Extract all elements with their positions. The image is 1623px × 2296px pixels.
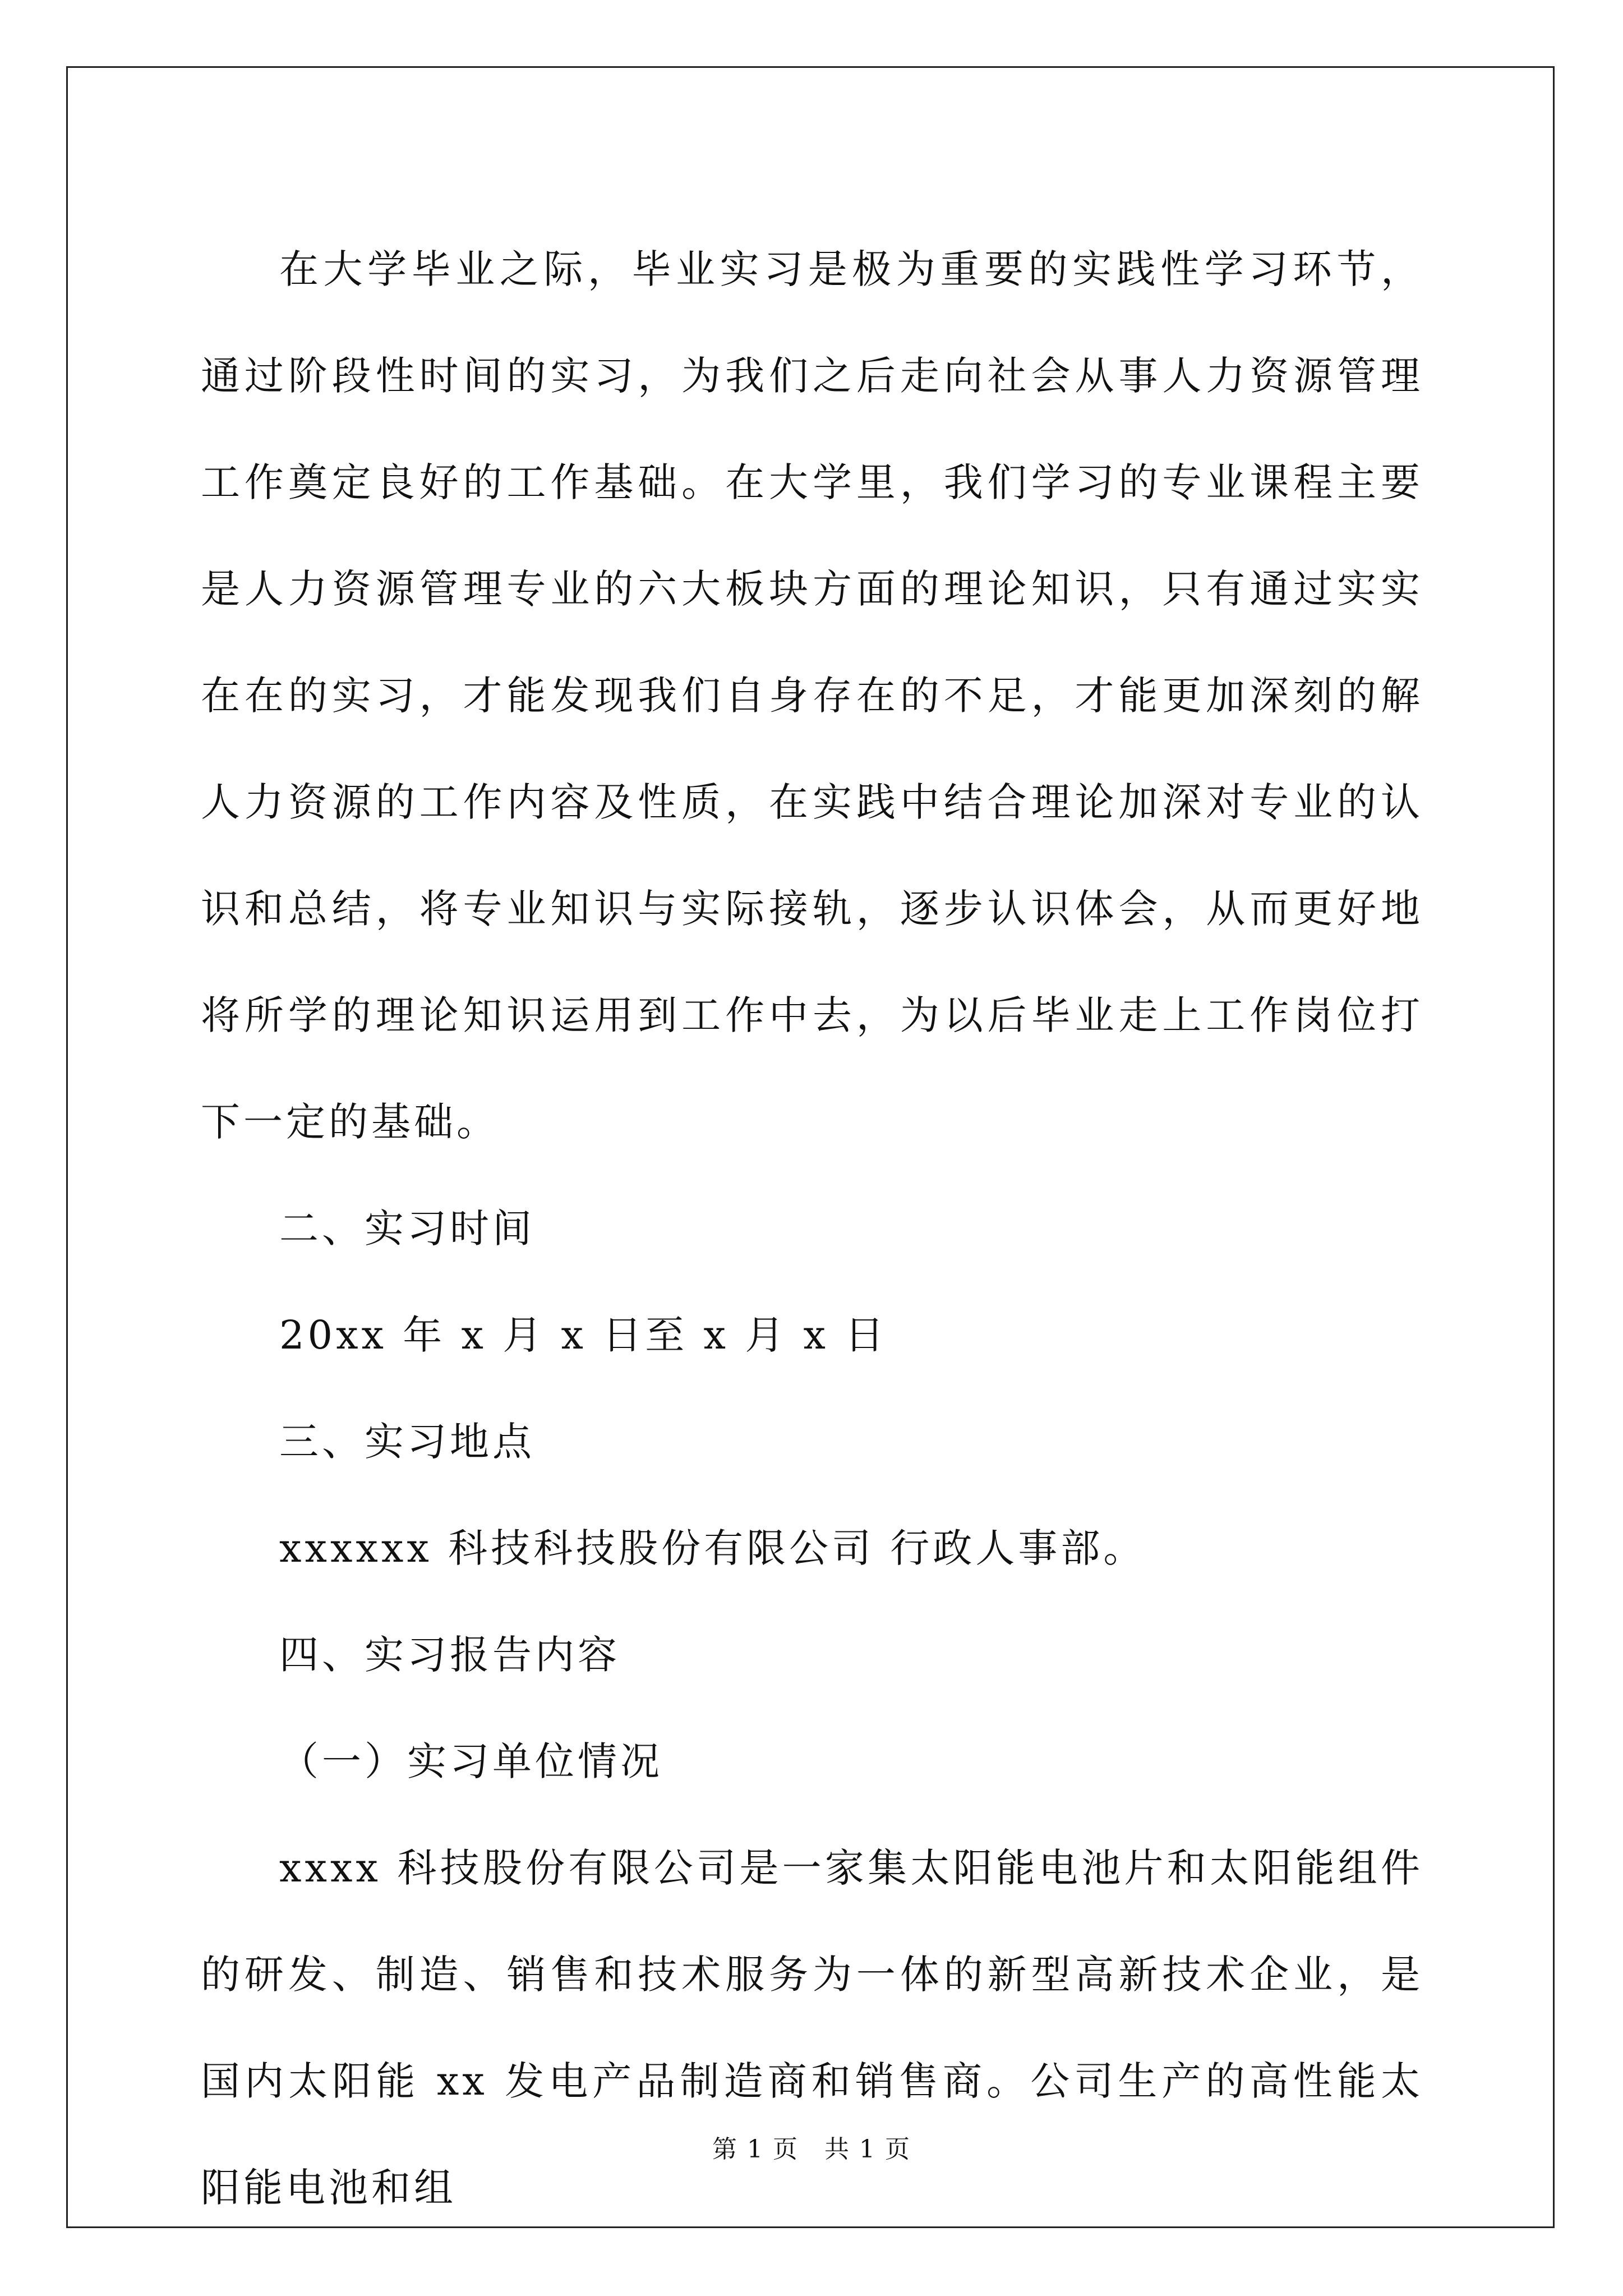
paragraph-internship-dates: 20xx 年 x 月 x 日至 x 月 x 日 bbox=[279, 1312, 888, 1358]
page-number-footer: 第 1 页 共 1 页 bbox=[712, 2135, 911, 2164]
document-body bbox=[201, 216, 1423, 2241]
heading-internship-time: 二、实习时间 bbox=[279, 1205, 535, 1251]
heading-report-content: 四、实习报告内容 bbox=[279, 1632, 620, 1678]
subheading-unit-situation: （一）实习单位情况 bbox=[279, 1738, 663, 1784]
paragraph-intro: 在大学毕业之际，毕业实习是极为重要的实践性学习环节，通过阶段性时间的实习，为我们之后走向社会从事人力资源管理工作奠定良好的工作基础。在大学里，我们学习的专业课程主要是人力资源管理专业的六大板块方面的理论知识，只有通过实实在在的实习，才能发现我们自身存在的不足，才能更加深刻的解人力资源的工作内容及性质，在实践中结合理论加深对专业的认识和总结，将专业知识与实际接轨，逐步认识体会，从而更好地将所学的理论知识运用到工作中去，为以后毕业走上工作岗位打下一定的基础。 bbox=[201, 246, 1423, 1145]
paragraph-internship-company: xxxxxx 科技科技股份有限公司 行政人事部。 bbox=[279, 1525, 1146, 1571]
heading-internship-location: 三、实习地点 bbox=[279, 1419, 535, 1465]
paragraph-company-description: xxxx 科技股份有限公司是一家集太阳能电池片和太阳能组件的研发、制造、销售和技术服务为一体的新型高新技术企业，是国内太阳能 xx 发电产品制造商和销售商。公司生产的高性能太阳能电池和组 bbox=[201, 1845, 1423, 2211]
